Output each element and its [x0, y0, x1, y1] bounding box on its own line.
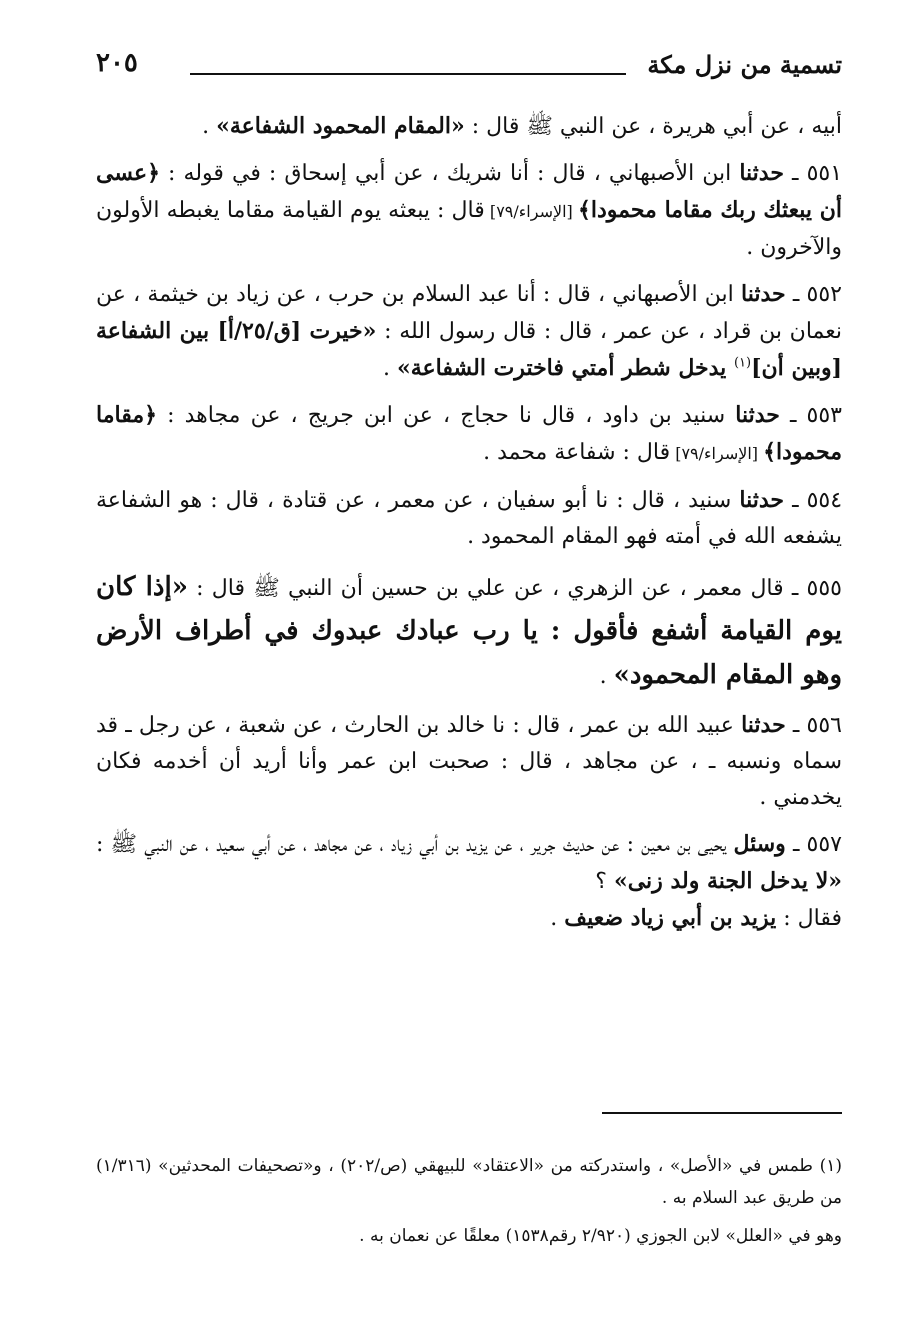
page-header [96, 44, 842, 90]
hadith-number: ٥٥٢ ـ [785, 282, 842, 307]
paragraph-557 [96, 826, 842, 937]
text: . [599, 664, 614, 689]
text: قال : شفاعة محمد . [483, 440, 671, 465]
paragraph-continuation [96, 108, 842, 145]
narration-word: حدثنا [741, 712, 786, 738]
narration-word: حدثنا [739, 487, 785, 513]
hadith-number: ٥٥٥ ـ [783, 576, 842, 601]
hadith-number: ٥٥٤ ـ [784, 488, 843, 513]
narration-word: وسئل [733, 831, 786, 857]
hadith-quote: «إذا كان يوم القيامة أشفع فأقول : يا رب عبادك عبدوك في أطراف الأرض وهو المقام المحمود» [96, 572, 842, 690]
hadith-number: ٥٥٦ ـ [785, 713, 842, 738]
text: قال معمر ، عن الزهري ، عن علي بن حسين أن النبي ﷺ قال : [187, 576, 784, 601]
hadith-quote: «خيرت [ق/٢٥/أ] بين الشفاعة [وبين أن] [96, 318, 842, 381]
text: قال : يبعثه يوم القيامة مقاما يغبطه الأولون والآخرون . [96, 198, 842, 260]
footnote-rule [602, 1112, 842, 1114]
text: عبيد الله بن عمر ، قال : نا خالد بن الحارث ، عن شعبة ، عن رجل ـ قد سماه ونسبه ـ ، عن مجاهد ، قال : صحبت ابن عمر وأنا أريد أن أخدمه فكان يخدمني . [96, 713, 842, 810]
paragraph-554 [96, 482, 842, 555]
narration-word: حدثنا [739, 160, 784, 186]
hadith-quote: يدخل شطر أمتي فاخترت الشفاعة» [396, 355, 734, 381]
paragraph-553 [96, 397, 842, 472]
text: ابن الأصبهاني ، قال : أنا عبد السلام بن حرب ، عن زياد بن خيثمة ، عن نعمان بن قراد ، عن عمر ، قال : قال رسول الله : [96, 282, 842, 344]
footnote-1-continued: وهو في «العلل» لابن الجوزي (٢/٩٢٠ رقم١٥٣٨) معلقًا عن نعمان به . [359, 1226, 842, 1246]
text: فقال : [776, 906, 842, 931]
text: سنيد ، قال : نا أبو سفيان ، عن معمر ، عن قتادة ، قال : هو الشفاعة يشفعه الله في أمته فهو المقام المحمود . [96, 488, 842, 549]
narration-word: حدثنا [741, 281, 786, 307]
footnotes [96, 1150, 842, 1258]
verdict: يزيد بن أبي زياد ضعيف [564, 905, 777, 931]
verse-reference: [الإسراء/٧٩] [670, 444, 764, 463]
running-title: تسمية من نزل مكة [647, 50, 842, 79]
paragraph-556 [96, 707, 842, 816]
text: سنيد بن داود ، قال نا حجاج ، عن ابن جريج ، عن مجاهد : [157, 403, 736, 428]
text: أبيه ، عن أبي هريرة ، عن النبي ﷺ قال : [464, 114, 842, 139]
hadith-quote: «لا يدخل الجنة ولد زنى» [613, 868, 842, 894]
hadith-quote: «المقام المحمود الشفاعة» [216, 113, 465, 139]
hadith-number: ٥٥٧ ـ [785, 832, 842, 857]
text: ابن الأصبهاني ، قال : أنا شريك ، عن أبي إسحاق : في قوله : [159, 161, 740, 186]
hadith-number: ٥٥٣ ـ [779, 403, 842, 428]
text: يحيى بن معين : عن حديث جرير ، عن يزيد بن أبي زياد ، عن مجاهد ، عن أبي سعيد ، عن النبي ﷺ : [96, 832, 734, 857]
footnote-marker: (١) [733, 355, 752, 371]
text: . [202, 114, 217, 139]
header-rule [190, 73, 626, 75]
footnote-1: (١) طمس في «الأصل» ، واستدركته من «الاعتقاد» للبيهقي (ص/٢٠٢) ، و«تصحيفات المحدثين» (١/٣١٦) من طريق عبد السلام به . [96, 1156, 842, 1208]
verse-reference: [الإسراء/٧٩] [484, 202, 578, 221]
text: . [382, 356, 397, 381]
quran-verse: ﴿عسى أن يبعثك ربك مقاما محمودا﴾ [96, 160, 843, 223]
paragraph-552 [96, 276, 842, 387]
hadith-number: ٥٥١ ـ [783, 161, 843, 186]
main-text [96, 108, 842, 947]
paragraph-555 [96, 565, 842, 697]
text: . [550, 906, 565, 931]
quran-verse: ﴿مقاما محمودا﴾ [96, 402, 842, 465]
paragraph-551 [96, 155, 842, 266]
text: ؟ [595, 869, 614, 894]
page-number: ٢٠٥ [96, 48, 138, 78]
narration-word: حدثنا [735, 402, 780, 428]
